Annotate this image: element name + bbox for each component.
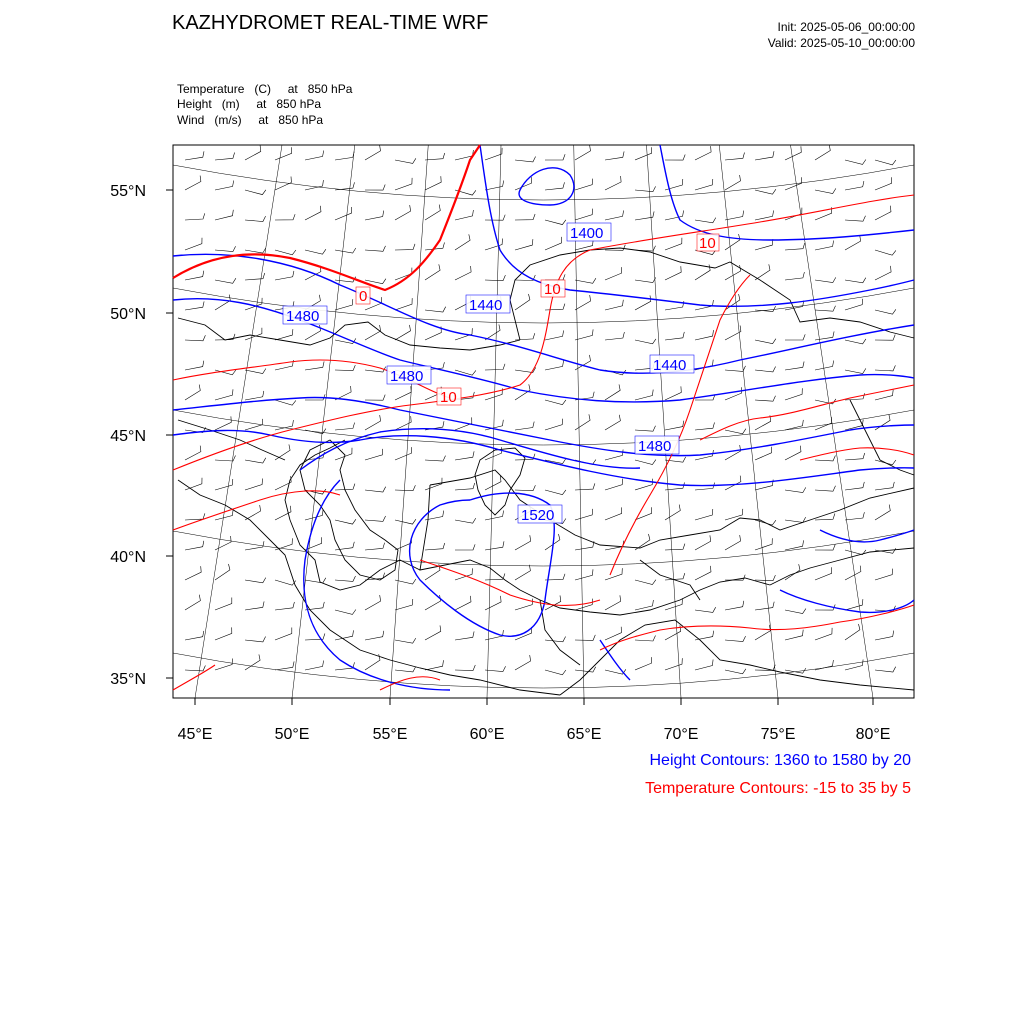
lon-label-45: 45°E: [177, 726, 213, 743]
lon-label-75: 75°E: [760, 726, 796, 743]
height-label: 1480: [286, 308, 320, 325]
temp-label: 10: [699, 235, 716, 252]
height-label: 1400: [570, 225, 604, 242]
temp-label: 0: [359, 288, 368, 305]
latitude-labels: [110, 183, 146, 688]
longitude-labels: [178, 726, 891, 743]
height-label: 1520: [521, 507, 555, 524]
height-label: 1480: [638, 438, 672, 455]
height-contours-legend: Height Contours: 1360 to 1580 by 20: [649, 752, 911, 769]
lat-label-35: 35°N: [110, 671, 146, 688]
lat-label-45: 45°N: [110, 428, 146, 445]
init-time: Init: 2025-05-06_00:00:00: [777, 20, 915, 34]
field-label-temperature: Temperature (C) at 850 hPa: [177, 82, 353, 96]
lon-label-55: 55°E: [372, 726, 408, 743]
lon-label-60: 60°E: [469, 726, 505, 743]
height-label: 1440: [469, 297, 503, 314]
height-label: 1480: [390, 368, 424, 385]
lon-label-80: 80°E: [855, 726, 891, 743]
field-label-wind: Wind (m/s) at 850 hPa: [177, 113, 324, 127]
height-label: 1440: [653, 357, 687, 374]
temp-label: 10: [544, 281, 561, 298]
field-label-height: Height (m) at 850 hPa: [177, 97, 322, 111]
lon-label-65: 65°E: [566, 726, 602, 743]
chart-title: KAZHYDROMET REAL-TIME WRF: [172, 12, 489, 34]
lat-label-40: 40°N: [110, 549, 146, 566]
lon-label-50: 50°E: [274, 726, 310, 743]
lon-label-70: 70°E: [663, 726, 699, 743]
lat-label-55: 55°N: [110, 183, 146, 200]
temp-label: 10: [440, 389, 457, 406]
lat-label-50: 50°N: [110, 306, 146, 323]
temperature-contours-legend: Temperature Contours: -15 to 35 by 5: [645, 780, 911, 797]
valid-time: Valid: 2025-05-10_00:00:00: [767, 36, 915, 50]
